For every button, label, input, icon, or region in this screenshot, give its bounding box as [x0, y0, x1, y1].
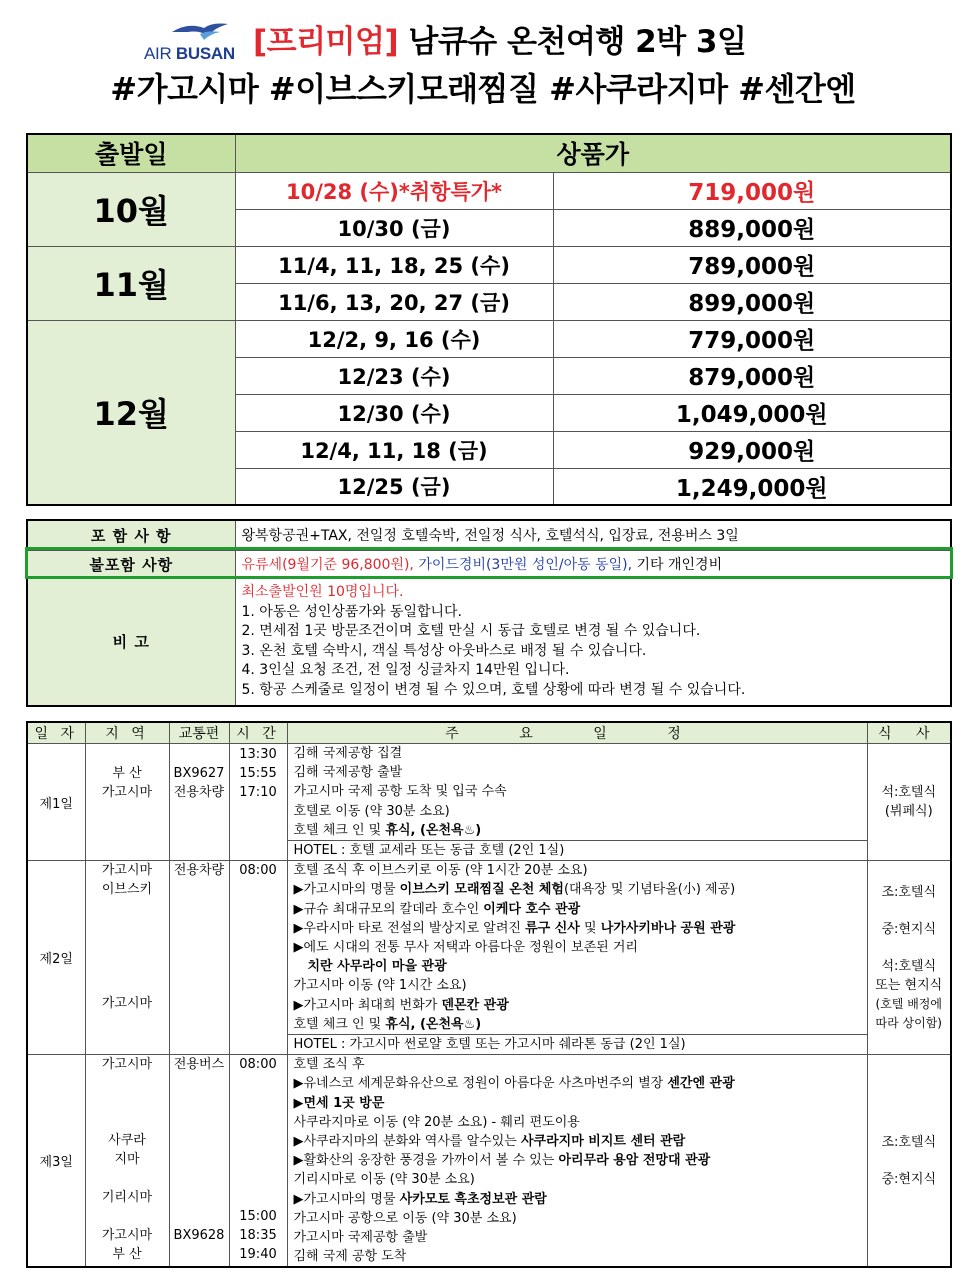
schedule-item: 가고시마 국제 공항 도착 및 입국 수속 — [293, 784, 507, 800]
bird-logo-icon — [170, 20, 230, 42]
highlight: 이케다 호수 관광 — [483, 901, 581, 917]
meal-note: 따라 상이함) — [875, 1015, 942, 1030]
excluded-text — [235, 550, 951, 578]
guide-fee: 가이드경비(3만원 성인/아동 동일), — [418, 557, 637, 573]
itinerary-table — [26, 721, 952, 1268]
schedule-item — [294, 919, 867, 938]
schedule-item — [294, 900, 867, 919]
notes-text — [235, 578, 951, 706]
text: (대욕장 및 기념타올(小) 제공) — [563, 882, 736, 898]
text: ▶가고시마 최대희 번화가 — [293, 997, 442, 1013]
note-item: 1. 아동은 성인상품가와 동일합니다. — [241, 603, 462, 620]
col-transport: 교통편 — [169, 722, 229, 744]
flight-number: BX9627 — [173, 766, 225, 781]
schedule-item: 김해 국제공항 집결 — [293, 746, 403, 761]
note-item: 5. 항공 스케줄로 일정이 변경 될 수 있으며, 호텔 상황에 따라 변경 될 수 있습니다. — [241, 681, 746, 698]
schedule-item: 호텔 조식 후 — [293, 1057, 365, 1073]
departure-date: 12/25 (금) — [235, 468, 553, 505]
highlight: 센간엔 관광 — [667, 1076, 735, 1092]
region-name: 가고시마 — [101, 863, 153, 879]
highlight: 사카모토 흑초정보관 관람 — [399, 1191, 547, 1207]
departure-date: 11/4, 11, 18, 25 (수) — [235, 246, 553, 283]
meal — [867, 744, 951, 861]
checkin-bold: 휴식, (온천욕♨) — [385, 822, 482, 838]
schedule-item: 가고시마 이동 (약 1시간 소요) — [293, 978, 467, 994]
col-region: 지 역 — [85, 722, 169, 744]
excluded-label: 불포함 사항 — [27, 550, 235, 578]
region-name: 사쿠라 — [108, 1133, 146, 1149]
price-row — [27, 320, 951, 357]
transport: 전용차량 — [169, 861, 229, 1055]
premium-tag: [프리미엄] — [253, 24, 399, 60]
meal-item: (뷔페식) — [884, 804, 933, 820]
price-header-row — [27, 134, 951, 172]
price-header: 상품가 — [235, 134, 951, 172]
price-value: 889,000원 — [553, 209, 951, 246]
text: ▶가고시마의 명물 — [293, 1191, 400, 1207]
price-value: 879,000원 — [553, 357, 951, 394]
schedule-item: 김해 국제공항 출발 — [293, 765, 403, 781]
itinerary-day-1 — [27, 744, 951, 861]
itinerary-header-row — [27, 722, 951, 744]
time — [229, 744, 287, 861]
hotel-info: HOTEL : 호텔 교세라 또는 동급 호텔 (2인 1실) — [288, 840, 867, 860]
note-item: 4. 3인실 요청 조건, 전 일정 싱글차지 14만원 입니다. — [241, 662, 570, 679]
checkin-text: 호텔 체크 인 및 — [293, 822, 386, 838]
departure-date: 10/28 (수)*취항특가* — [235, 172, 553, 209]
price-value: 1,249,000원 — [553, 468, 951, 505]
region-name: 기리시마 — [101, 1190, 153, 1206]
price-value: 899,000원 — [553, 283, 951, 320]
region-name: 가고시마 — [101, 1228, 153, 1244]
schedule-item: ▶에도 시대의 전통 무사 저택과 아름다운 정원이 보존된 거리 — [293, 940, 638, 956]
col-day: 일 자 — [27, 722, 85, 744]
time-value: 15:55 — [239, 766, 277, 781]
price-value: 789,000원 — [553, 246, 951, 283]
included-label: 포 함 사 항 — [27, 520, 235, 550]
page-header — [0, 0, 966, 120]
meal-item: 조:호텔식 — [881, 1134, 937, 1150]
meal-note: (호텔 배정에 — [875, 996, 942, 1011]
schedule — [287, 861, 867, 1055]
schedule-item: ▶면세 1곳 방문 — [293, 1095, 385, 1111]
air-busan-logo — [140, 20, 240, 66]
departure-date: 10/30 (금) — [235, 209, 553, 246]
schedule-item — [294, 880, 867, 899]
fuel-surcharge: 유류세(9월기준 96,800원), — [241, 557, 419, 573]
meal-item: 석:호텔식 — [881, 785, 937, 801]
time-value: 08:00 — [239, 1057, 277, 1073]
departure-date: 12/4, 11, 18 (금) — [235, 431, 553, 468]
region — [85, 744, 169, 861]
price-value: 779,000원 — [553, 320, 951, 357]
schedule-item: 김해 국제 공항 도착 — [293, 1249, 407, 1265]
transport — [169, 744, 229, 861]
brand-name: AIR BUSAN — [144, 44, 235, 63]
schedule-item: 호텔 조식 후 이브스키로 이동 (약 1시간 20분 소요) — [293, 863, 588, 879]
time-value: 19:40 — [239, 1247, 277, 1263]
month-october: 10월 — [27, 172, 235, 246]
text: ▶유네스코 세계문화유산으로 정원이 아름다운 사츠마번주의 별장 — [293, 1076, 668, 1092]
schedule-item — [294, 1015, 867, 1034]
meal-item: 조:호텔식 — [881, 884, 937, 900]
departure-date: 11/6, 13, 20, 27 (금) — [235, 283, 553, 320]
highlight: 아리무라 용암 전망대 관광 — [558, 1153, 711, 1169]
region-name: 부 산 — [112, 1247, 142, 1263]
day-label: 제2일 — [27, 861, 85, 1055]
checkin-bold: 휴식, (온천욕♨) — [385, 1016, 482, 1032]
departure-date: 12/23 (수) — [235, 357, 553, 394]
checkin-text: 호텔 체크 인 및 — [293, 1016, 386, 1032]
day-label: 제1일 — [27, 744, 85, 861]
month-december: 12월 — [27, 320, 235, 505]
price-value: 929,000원 — [553, 431, 951, 468]
schedule-item: 가고시마 공항으로 이동 (약 30분 소요) — [293, 1210, 517, 1226]
transport — [169, 1055, 229, 1268]
price-row — [27, 246, 951, 283]
text: 및 — [579, 920, 601, 936]
region — [85, 1055, 169, 1268]
meal-item: 중:현지식 — [881, 1171, 937, 1187]
region-name: 이브스키 — [101, 882, 153, 898]
time-value: 17:10 — [239, 785, 277, 800]
region-name: 부 산 — [112, 766, 142, 781]
itinerary-day-3 — [27, 1055, 951, 1268]
meal-item: 중:현지식 — [881, 921, 937, 937]
included-row — [27, 520, 951, 550]
price-table — [26, 133, 952, 506]
time: 08:00 — [229, 861, 287, 1055]
region-name: 가고시마 — [101, 1057, 153, 1073]
personal-expenses: 기타 개인경비 — [636, 557, 723, 573]
schedule-item — [294, 1074, 867, 1093]
note-item: 2. 면세점 1곳 방문조건이며 호텔 만실 시 동급 호텔로 변경 될 수 있습니다. — [241, 623, 701, 640]
notes-label: 비 고 — [27, 578, 235, 706]
schedule — [287, 744, 867, 861]
transport-mode: 전용버스 — [173, 1057, 225, 1073]
text: ▶우라시마 타로 전설의 발상지로 알려진 — [293, 920, 526, 936]
min-participants-note: 최소출발인원 10명입니다. — [241, 584, 404, 601]
region — [85, 861, 169, 1055]
itinerary-day-2 — [27, 861, 951, 1055]
schedule-item — [294, 1151, 867, 1170]
transport-mode: 전용차량 — [173, 785, 225, 800]
time-value: 13:30 — [239, 747, 277, 762]
meal-item: 석:호텔식 — [881, 958, 937, 974]
notes-row — [27, 578, 951, 706]
text: ▶사쿠라지마의 분화와 역사를 알수있는 — [293, 1134, 521, 1150]
region-name: 가고시마 — [101, 996, 153, 1012]
region-name: 가고시마 — [101, 785, 153, 800]
col-schedule: 주 요 일 정 — [287, 722, 867, 744]
highlight: 이브스키 모래찜질 온천 체험 — [399, 882, 564, 898]
schedule-item: 사쿠라지마로 이동 (약 20분 소요) - 훼리 편도이용 — [293, 1114, 580, 1130]
meal-item: 또는 현지식 — [875, 977, 943, 993]
meal — [867, 1055, 951, 1268]
text: ▶가고시마의 명물 — [293, 882, 400, 898]
price-row — [27, 172, 951, 209]
schedule-item: 가고시마 국제공항 출발 — [293, 1230, 428, 1246]
col-time: 시 간 — [229, 722, 287, 744]
day-label: 제3일 — [27, 1055, 85, 1268]
departure-date-header: 출발일 — [27, 134, 235, 172]
meal — [867, 861, 951, 1055]
time-value: 18:35 — [239, 1228, 277, 1244]
hotel-info: HOTEL : 가고시마 썬로얄 호텔 또는 가고시마 쉐라톤 동급 (2인 1실) — [288, 1034, 867, 1054]
note-item: 3. 온천 호텔 숙박시, 객실 특성상 아웃바스로 배정 될 수 있습니다. — [241, 642, 647, 659]
schedule-item — [294, 1190, 867, 1209]
schedule — [287, 1055, 867, 1268]
highlight: 나가사키바나 공원 관광 — [600, 920, 736, 936]
region-name: 지마 — [114, 1152, 140, 1168]
page-title — [253, 16, 746, 61]
schedule-item — [294, 996, 867, 1015]
time — [229, 1055, 287, 1268]
text: ▶활화산의 웅장한 풍경을 가까이서 볼 수 있는 — [293, 1153, 559, 1169]
departure-date: 12/2, 9, 16 (수) — [235, 320, 553, 357]
excluded-row — [27, 550, 951, 578]
info-table — [26, 519, 952, 707]
month-november: 11월 — [27, 246, 235, 320]
highlight: 덴몬칸 관광 — [441, 997, 509, 1013]
schedule-item — [294, 821, 867, 840]
page-subtitle: #가고시마 #이브스키모래찜질 #사쿠라지마 #센간엔 — [110, 70, 856, 108]
text: ▶규슈 최대규모의 칼데라 호수인 — [293, 901, 484, 917]
flight-number: BX9628 — [173, 1228, 225, 1244]
highlight: 사쿠라지마 비지트 센터 관람 — [520, 1134, 686, 1150]
schedule-item: 치란 사무라이 마을 관광 — [307, 959, 447, 975]
schedule-item: 호텔로 이동 (약 30분 소요) — [293, 803, 450, 819]
price-value: 719,000원 — [553, 172, 951, 209]
included-text: 왕복항공권+TAX, 전일정 호텔숙박, 전일정 식사, 호텔석식, 입장료, 전용버스 3일 — [235, 520, 951, 550]
departure-date: 12/30 (수) — [235, 394, 553, 431]
col-meal: 식 사 — [867, 722, 951, 744]
price-value: 1,049,000원 — [553, 394, 951, 431]
time-value: 15:00 — [239, 1209, 277, 1225]
highlight: 류구 신사 — [525, 920, 580, 936]
title-text: 남큐슈 온천여행 2박 3일 — [398, 24, 747, 60]
schedule-item: 기리시마로 이동 (약 30분 소요) — [293, 1172, 475, 1188]
schedule-item — [294, 1132, 867, 1151]
